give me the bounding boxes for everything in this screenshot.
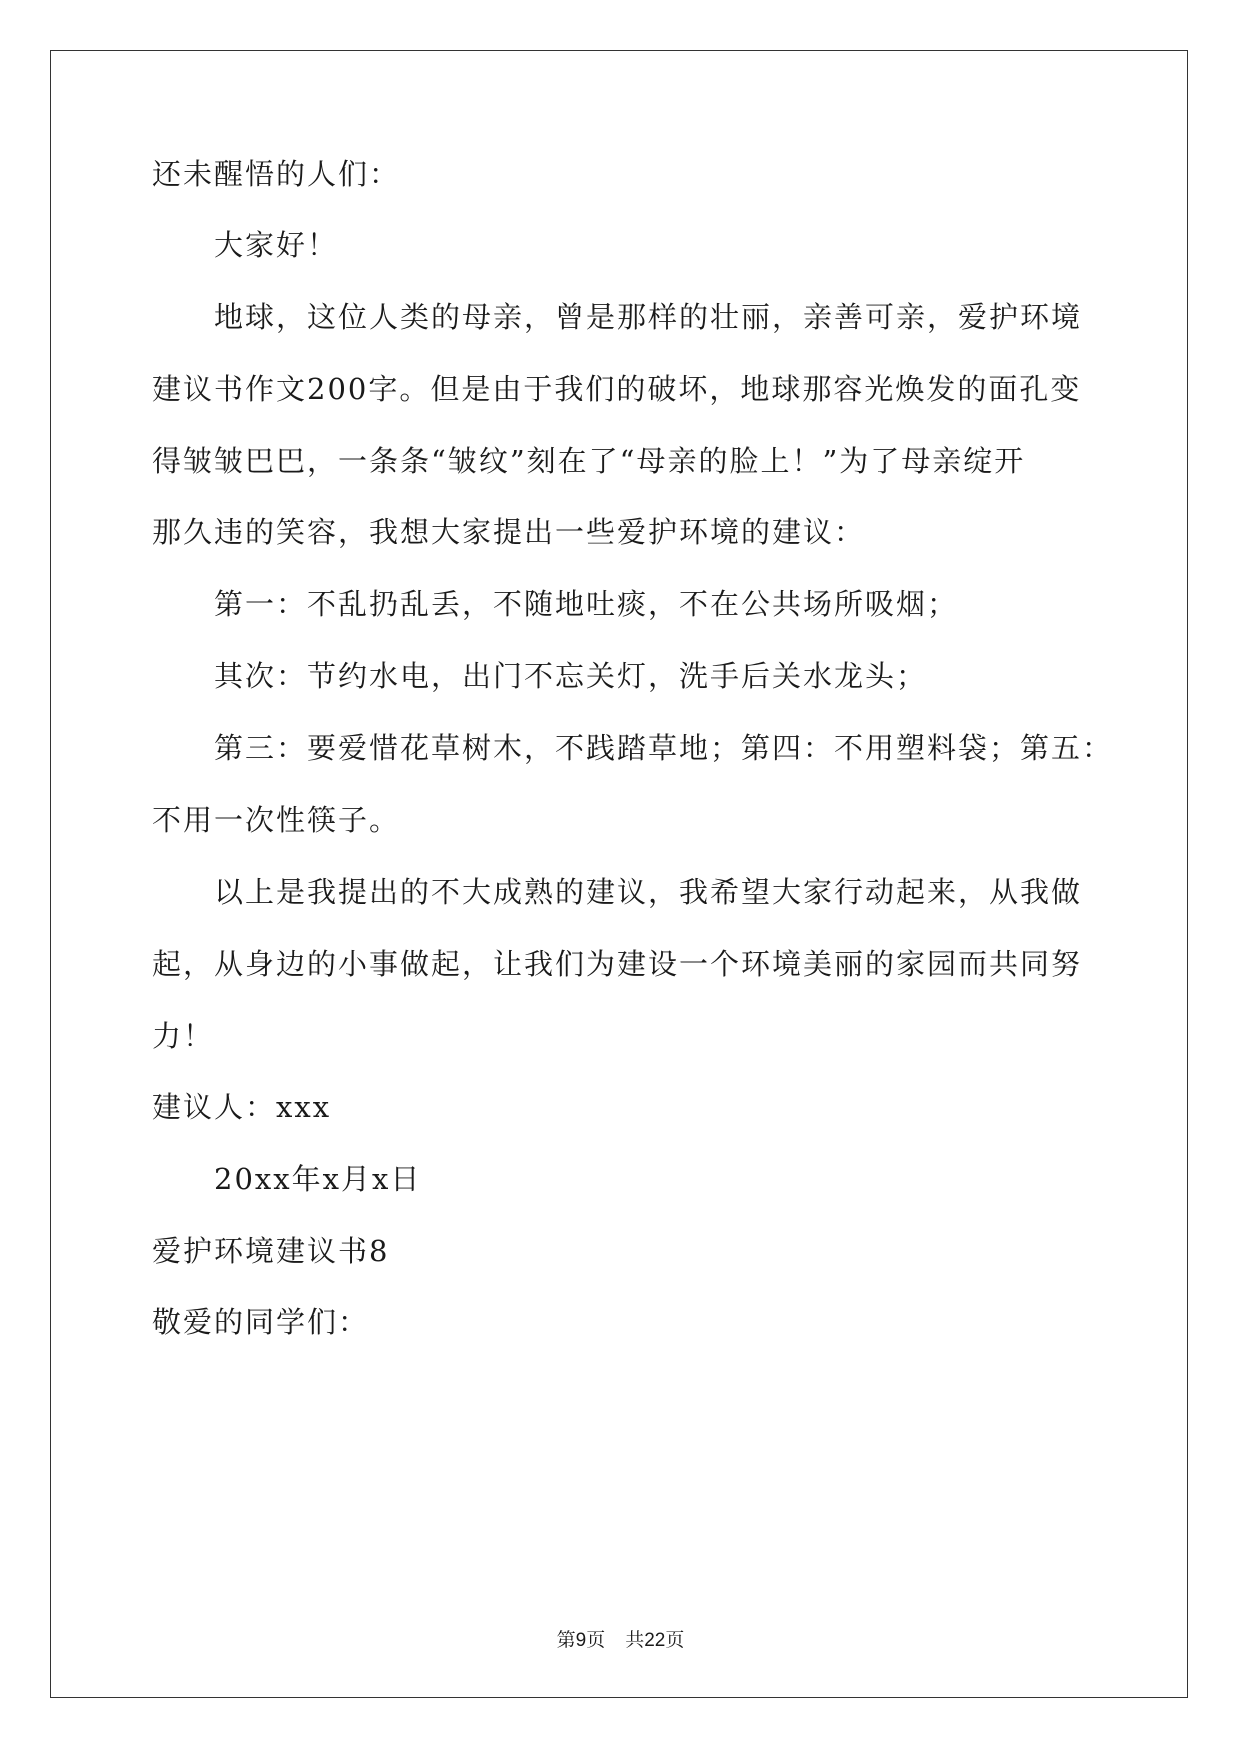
total-suffix: 页	[665, 1629, 685, 1651]
page-number: 9	[575, 1630, 587, 1651]
paragraph-line: 不用一次性筷子。	[152, 803, 401, 837]
suggestion-three: 第三：要爱惜花草树木，不践踏草地；第四：不用塑料袋；第五：	[214, 731, 1114, 765]
paragraph-line: 力！	[152, 1019, 215, 1053]
suggestion-one: 第一：不乱扔乱丢，不随地吐痰，不在公共场所吸烟；	[214, 587, 959, 621]
date: 20xx年x月x日	[214, 1162, 422, 1196]
suggestion-two: 其次：节约水电，出门不忘关灯，洗手后关水龙头；	[214, 659, 928, 693]
greeting: 大家好！	[214, 228, 339, 262]
total-pages: 22	[644, 1630, 666, 1651]
salutation: 还未醒悟的人们：	[152, 157, 401, 191]
paragraph-line: 得皱皱巴巴，一条条“皱纹”刻在了“母亲的脸上！”为了母亲绽开	[152, 444, 1026, 478]
paragraph-line: 建议书作文200字。但是由于我们的破坏，地球那容光焕发的面孔变	[152, 372, 1082, 406]
signer: 建议人：xxx	[152, 1090, 332, 1124]
salutation-next: 敬爱的同学们：	[152, 1305, 370, 1339]
total-prefix: 共	[625, 1629, 645, 1651]
paragraph-line: 以上是我提出的不大成熟的建议，我希望大家行动起来，从我做	[214, 875, 1083, 909]
paragraph-line: 那久违的笑容，我想大家提出一些爱护环境的建议：	[152, 515, 866, 549]
paragraph-line: 起，从身边的小事做起，让我们为建设一个环境美丽的家园而共同努	[152, 947, 1083, 981]
page-prefix: 第	[556, 1629, 576, 1651]
page-footer	[0, 1628, 1241, 1653]
page-suffix: 页	[586, 1629, 606, 1651]
paragraph-line: 地球，这位人类的母亲，曾是那样的壮丽，亲善可亲，爱护环境	[214, 300, 1083, 334]
section-title: 爱护环境建议书8	[152, 1234, 390, 1268]
